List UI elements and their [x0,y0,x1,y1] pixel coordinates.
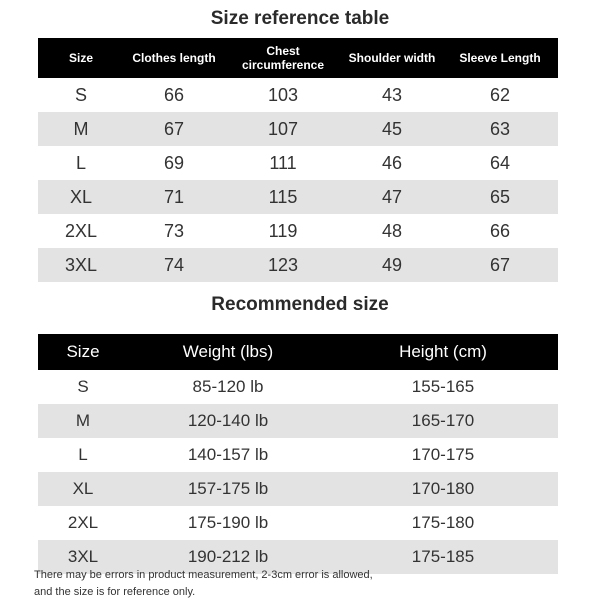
column-header-shoulder-width: Shoulder width [342,38,442,78]
table-header-row [38,334,558,370]
cell-shoulder-width: 45 [342,112,442,146]
table-row [38,370,558,404]
cell-size: S [77,377,89,396]
table-row [38,214,558,248]
disclaimer-line-2: and the size is for reference only. [34,586,196,598]
cell-height: 170-180 [328,472,558,506]
cell-shoulder-width: 47 [342,180,442,214]
table-row [38,180,558,214]
cell-shoulder-width: 49 [342,248,442,282]
cell-sleeve-length: 66 [489,220,511,241]
cell-shoulder-width: 46 [381,152,403,173]
cell-weight: 140-157 lb [187,445,269,464]
table-row [38,146,558,180]
recommended-size-title: Recommended size [211,294,389,315]
cell-sleeve-length: 65 [442,180,558,214]
cell-shoulder-width: 43 [381,84,403,105]
recommended-size-table [38,334,558,574]
cell-weight: 120-140 lb [128,404,328,438]
cell-clothes-length: 69 [163,152,185,173]
cell-height: 175-185 [328,540,558,574]
cell-size: S [74,84,87,105]
column-header-weight: Weight (lbs) [128,334,328,370]
cell-shoulder-width: 48 [381,220,403,241]
cell-size: M [38,404,128,438]
disclaimer-line-1: There may be errors in product measurement, 2-3cm error is allowed, [34,569,373,581]
cell-clothes-length: 73 [163,220,185,241]
cell-chest-circumference: 111 [269,152,297,173]
cell-clothes-length: 67 [124,112,224,146]
cell-sleeve-length: 63 [442,112,558,146]
cell-weight: 175-190 lb [187,513,269,532]
cell-chest-circumference: 123 [224,248,342,282]
cell-size: 3XL [38,248,124,282]
cell-size: L [78,445,88,464]
cell-sleeve-length: 62 [489,84,511,105]
table-header-row [38,38,558,78]
cell-weight: 190-212 lb [128,540,328,574]
cell-size: 3XL [38,540,128,574]
cell-size: M [38,112,124,146]
cell-clothes-length: 74 [124,248,224,282]
column-header-height: Height (cm) [328,334,558,370]
table-row [38,248,558,282]
size-reference-title: Size reference table [210,8,390,29]
table-row [38,404,558,438]
cell-sleeve-length: 67 [442,248,558,282]
table-row [38,438,558,472]
cell-chest-circumference: 107 [224,112,342,146]
cell-height: 170-175 [411,445,475,464]
cell-size: 2XL [64,220,98,241]
cell-clothes-length: 71 [124,180,224,214]
cell-chest-circumference: 103 [267,84,299,105]
cell-size: XL [38,180,124,214]
column-header-sleeve-length: Sleeve Length [442,38,558,78]
table-row [38,112,558,146]
cell-chest-circumference: 115 [224,180,342,214]
column-header-size: Size [38,334,128,370]
table-row [38,78,558,112]
cell-height: 165-170 [328,404,558,438]
cell-clothes-length: 66 [163,84,185,105]
cell-size: XL [38,472,128,506]
cell-sleeve-length: 64 [489,152,511,173]
table-row [38,506,558,540]
cell-weight: 85-120 lb [192,377,264,396]
cell-weight: 157-175 lb [128,472,328,506]
column-header-size: Size [38,38,124,78]
column-header-chest-circumference: Chest circumference [224,38,342,78]
cell-size: 2XL [67,513,99,532]
size-reference-table [38,38,558,282]
table-row [38,472,558,506]
column-header-clothes-length: Clothes length [124,38,224,78]
cell-size: L [75,152,86,173]
cell-height: 155-165 [411,377,475,396]
cell-height: 175-180 [411,513,475,532]
cell-chest-circumference: 119 [268,220,298,241]
